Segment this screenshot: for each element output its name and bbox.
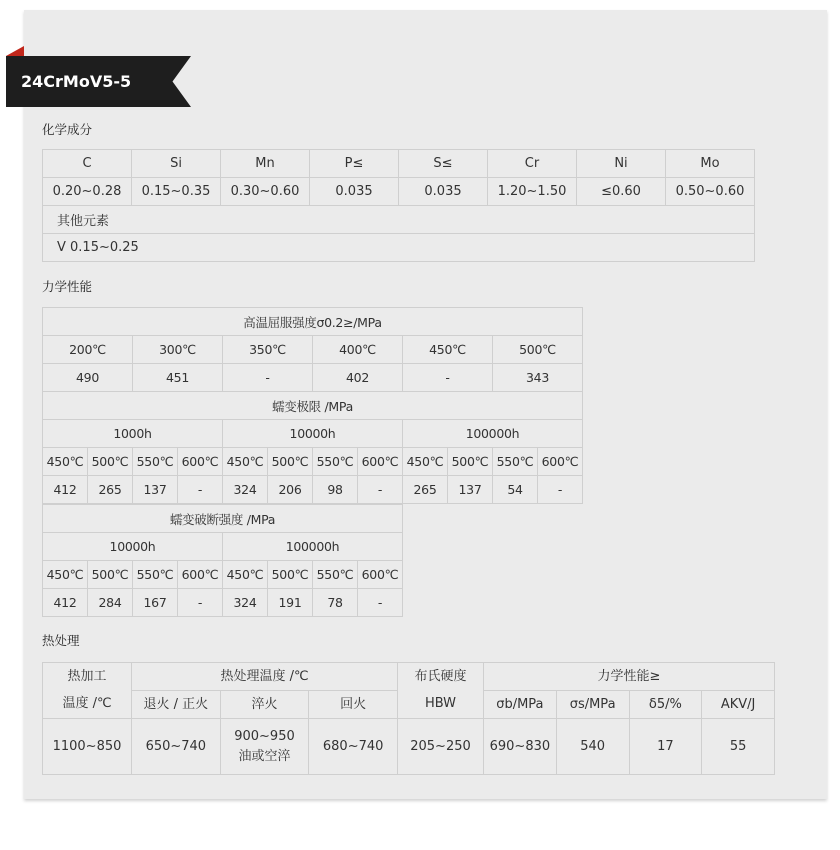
table-row: [43, 589, 403, 617]
tag-fold-corner: [6, 46, 24, 56]
anneal-label: 退火 / 正火: [132, 691, 221, 719]
table-header-cell: 100000h: [403, 420, 583, 448]
table-header-cell: 400℃: [313, 336, 403, 364]
table-header-cell: 550℃: [313, 448, 358, 476]
table-header-cell: 600℃: [538, 448, 583, 476]
table-cell: 191: [268, 589, 313, 617]
table-row: [43, 691, 775, 719]
brinell-label: 布氏硬度: [398, 663, 484, 691]
table-header-cell: P≤: [310, 150, 399, 178]
heat-section-title: 热处理: [42, 633, 80, 648]
table-cell: 650~740: [132, 719, 221, 775]
heat-treatment-table: [42, 662, 775, 775]
table-header-cell: 200℃: [43, 336, 133, 364]
table-header-cell: 450℃: [43, 561, 88, 589]
table-header-cell: 600℃: [358, 448, 403, 476]
table-cell: 680~740: [309, 719, 398, 775]
table-cell: 54: [493, 476, 538, 504]
table-cell: 324: [223, 589, 268, 617]
creep-limit-title: 蠕变极限 /MPa: [43, 392, 583, 420]
quench-value-line: 油或空淬: [238, 748, 291, 764]
table-row: [43, 719, 775, 775]
table-cell: 137: [133, 476, 178, 504]
table-row: [43, 178, 755, 206]
table-header-cell: 100000h: [223, 533, 403, 561]
table-cell: ≤0.60: [577, 178, 666, 206]
table-row: [43, 663, 775, 691]
table-header-cell: Mo: [666, 150, 755, 178]
table-row: [43, 206, 755, 234]
table-header-cell: 450℃: [403, 448, 448, 476]
table-cell: 1100~850: [43, 719, 132, 775]
brinell-sub: HBW: [398, 691, 484, 719]
table-header-cell: Si: [132, 150, 221, 178]
table-header-cell: 500℃: [448, 448, 493, 476]
props-label: 力学性能≥: [484, 663, 775, 691]
table-header-cell: 450℃: [223, 561, 268, 589]
table-cell: 265: [88, 476, 133, 504]
table-cell: 98: [313, 476, 358, 504]
table-cell: 490: [43, 364, 133, 392]
table-cell: 0.50~0.60: [666, 178, 755, 206]
quench-value-cell: [220, 719, 309, 775]
table-header-cell: σs/MPa: [556, 691, 629, 719]
table-header-cell: 10000h: [223, 420, 403, 448]
table-cell: 0.035: [399, 178, 488, 206]
table-header-cell: δ5/%: [629, 691, 702, 719]
table-header-cell: 600℃: [178, 561, 223, 589]
table-header-cell: AKV/J: [702, 691, 775, 719]
table-header-cell: 350℃: [223, 336, 313, 364]
table-header-cell: 450℃: [403, 336, 493, 364]
table-header-cell: 10000h: [43, 533, 223, 561]
table-header-cell: 550℃: [313, 561, 358, 589]
table-header-cell: Cr: [488, 150, 577, 178]
table-header-cell: 450℃: [43, 448, 88, 476]
table-cell: 284: [88, 589, 133, 617]
table-header-cell: S≤: [399, 150, 488, 178]
table-cell: 343: [493, 364, 583, 392]
table-row: [43, 364, 583, 392]
table-cell: 690~830: [484, 719, 557, 775]
table-row: [43, 150, 755, 178]
table-cell: 412: [43, 589, 88, 617]
table-header-cell: Mn: [221, 150, 310, 178]
table-cell: -: [223, 364, 313, 392]
table-row: [43, 234, 755, 262]
ht-temp-label: 热处理温度 /℃: [132, 663, 398, 691]
table-row: [43, 476, 583, 504]
table-header-cell: 500℃: [268, 561, 313, 589]
table-header-cell: 500℃: [88, 561, 133, 589]
table-cell: 167: [133, 589, 178, 617]
quench-value-line: 900~950: [234, 728, 295, 744]
table-cell: 402: [313, 364, 403, 392]
hot-work-sub: 温度 /℃: [43, 691, 132, 719]
table-header-cell: 500℃: [493, 336, 583, 364]
table-cell: 324: [223, 476, 268, 504]
table-cell: 0.30~0.60: [221, 178, 310, 206]
table-cell: 0.15~0.35: [132, 178, 221, 206]
table-row: [43, 336, 583, 364]
temper-label: 回火: [309, 691, 398, 719]
mechanical-section-title: 力学性能: [42, 279, 93, 294]
table-cell: 206: [268, 476, 313, 504]
creep-rupture-title: 蠕变破断强度 /MPa: [43, 505, 403, 533]
table-cell: 0.20~0.28: [43, 178, 132, 206]
table-header-cell: 600℃: [358, 561, 403, 589]
creep-rupture-table: [42, 504, 403, 617]
other-elements-value: V 0.15~0.25: [43, 234, 755, 262]
table-header-cell: 550℃: [493, 448, 538, 476]
quench-label: 淬火: [220, 691, 309, 719]
table-cell: 55: [702, 719, 775, 775]
table-header-cell: Ni: [577, 150, 666, 178]
table-cell: 137: [448, 476, 493, 504]
table-cell: 451: [133, 364, 223, 392]
table-cell: 0.035: [310, 178, 399, 206]
table-cell: 78: [313, 589, 358, 617]
yield-strength-title: 高温屈服强度σ0.2≥/MPa: [43, 308, 583, 336]
other-elements-label: 其他元素: [43, 206, 755, 234]
table-row: [43, 533, 403, 561]
table-row: [43, 448, 583, 476]
table-header-cell: 450℃: [223, 448, 268, 476]
table-header-cell: 500℃: [268, 448, 313, 476]
hot-work-label: 热加工: [43, 663, 132, 691]
table-cell: -: [538, 476, 583, 504]
table-cell: -: [358, 476, 403, 504]
chemical-section-title: 化学成分: [42, 122, 93, 137]
table-header-cell: 550℃: [133, 448, 178, 476]
table-header-cell: 600℃: [178, 448, 223, 476]
table-cell: 205~250: [398, 719, 484, 775]
table-row: [43, 392, 583, 420]
table-cell: 540: [556, 719, 629, 775]
table-cell: -: [178, 476, 223, 504]
grade-title: 24CrMoV5-5: [21, 72, 132, 91]
table-cell: 1.20~1.50: [488, 178, 577, 206]
table-header-cell: 300℃: [133, 336, 223, 364]
mechanical-table: [42, 307, 583, 504]
table-header-cell: 1000h: [43, 420, 223, 448]
table-row: [43, 561, 403, 589]
table-cell: -: [358, 589, 403, 617]
table-header-cell: 550℃: [133, 561, 178, 589]
table-cell: 17: [629, 719, 702, 775]
table-row: [43, 505, 403, 533]
table-cell: 265: [403, 476, 448, 504]
table-cell: -: [403, 364, 493, 392]
table-row: [43, 420, 583, 448]
table-header-cell: 500℃: [88, 448, 133, 476]
table-cell: 412: [43, 476, 88, 504]
chemical-table: [42, 149, 755, 262]
table-header-cell: C: [43, 150, 132, 178]
table-header-cell: σb/MPa: [484, 691, 557, 719]
table-row: [43, 308, 583, 336]
table-cell: -: [178, 589, 223, 617]
